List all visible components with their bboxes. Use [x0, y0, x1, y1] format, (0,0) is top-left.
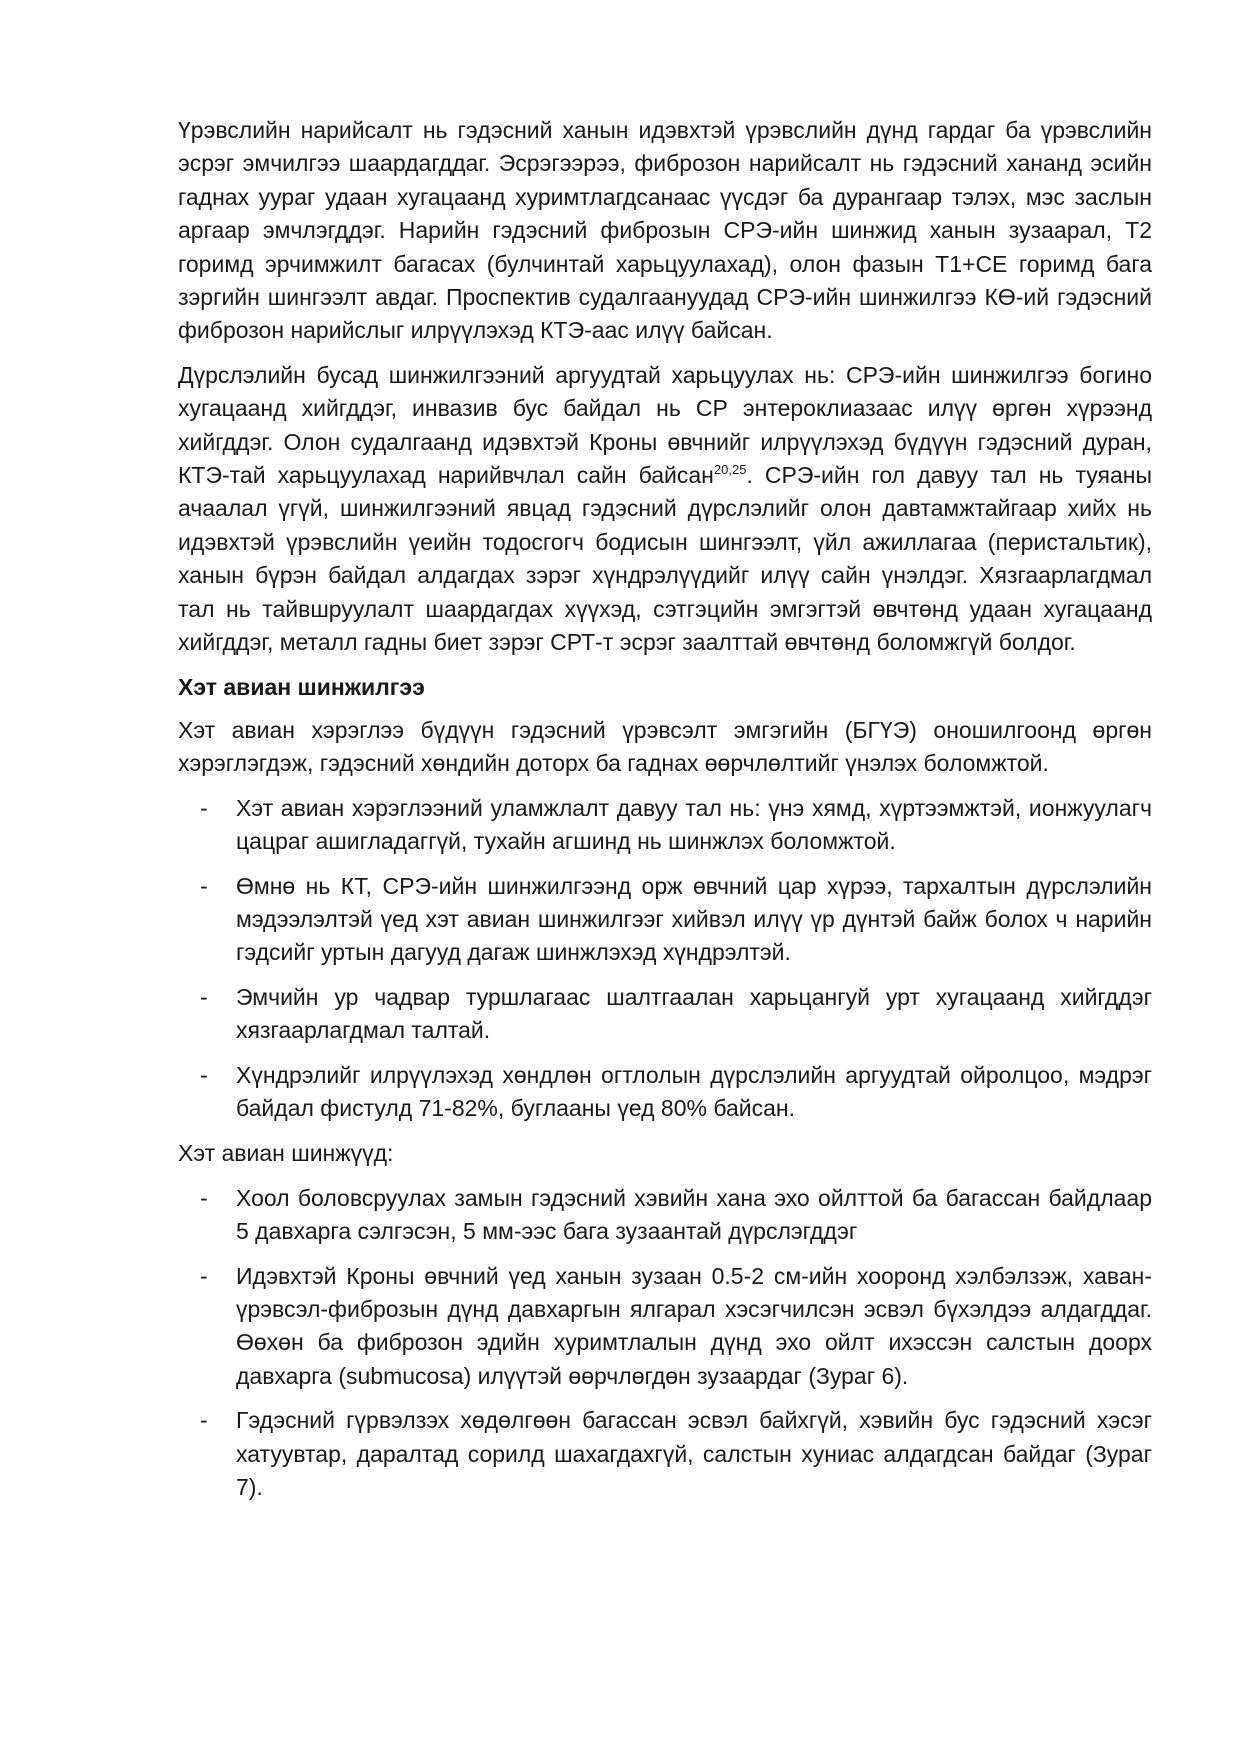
list-item-text: Идэвхтэй Кроны өвчний үед ханын зузаан 0.5-2 см-ийн хооронд хэлбэлзэж, хаван-үрэвсэл-фиброзын дүнд давхаргын ялгарал хэсэгчилсэн эсвэл бүхэлдээ алдагддаг. Өөхөн ба фиброзон эдийн хуримтлалын дүнд эхо ойлт ихэссэн салстын доорх давхарга (submucosa) илүүтэй өөрчлөгдөн зузаардаг (Зураг 6).: [236, 1262, 1152, 1389]
dash-marker: -: [200, 1184, 208, 1211]
paragraph-comparison-text-1: Дүрслэлийн бусад шинжилгээний аргуудтай харьцуулах нь: СРЭ-ийн шинжилгээ богино хугацаанд хийгддэг, инвазив бус байдал нь СР энтероклиазаас илүү өргөн хүрээнд хийгддэг. Олон судалгаанд идэвхтэй Кроны өвчнийг илрүүлэхэд бүдүүн гэдэсний дуран, КТЭ-тай харьцуулахад нарийвчлал сайн байсан: [178, 361, 1152, 489]
list-item: [178, 1260, 1152, 1394]
list-item-text: Хэт авиан хэрэглээний уламжлалт давуу тал нь: үнэ хямд, хүртээмжтэй, ионжуулагч цацраг ашигладаггүй, тухайн агшинд нь шинжлэх боломжтой.: [236, 794, 1152, 855]
bullet-list-signs: [178, 1182, 1152, 1505]
list-item-text: Эмчийн ур чадвар туршлагаас шалтгаалан харьцангуй урт хугацаанд хийгддэг хязгаарлагдмал талтай.: [236, 983, 1152, 1044]
list-item-text: Хоол боловсруулах замын гэдэсний хэвийн хана эхо ойлттой ба багассан байдлаар 5 давхарга сэлгэсэн, 5 мм-ээс бага зузаантай дүрслэгддэг: [236, 1184, 1152, 1245]
bullet-list-advantages: [178, 792, 1152, 1126]
list-item: [178, 1404, 1152, 1504]
subtitle-ultrasound-signs: Хэт авиан шинжүүд:: [178, 1140, 394, 1167]
list-item: [178, 981, 1152, 1048]
list-item: [178, 1059, 1152, 1126]
paragraph-comparison-text-2: . СРЭ-ийн гол давуу тал нь туяаны ачаалал үгүй, шинжилгээний явцад гэдэсний дүрслэлийг олон давтамжтайгаар хийх нь идэвхтэй үрэвслийн үеийн тодосгогч бодисын шингээлт, үйл ажиллагаа (перистальтик), ханын бүрэн байдал алдагдах зэрэг хүндрэлүүдийг илүү сайн үнэлдэг. Хязгаарлагдмал тал нь тайвшруулалт шаардагдах хүүхэд, сэтгэцийн эмгэгтэй өвчтөнд удаан хугацаанд хийгддэг, металл гадны биет зэрэг СРТ-т эсрэг заалттай өвчтөнд боломжгүй болдог.: [178, 462, 1152, 656]
dash-marker: -: [200, 872, 208, 899]
document-page: [178, 114, 1152, 1516]
dash-marker: -: [200, 1061, 208, 1088]
section-heading-ultrasound: Хэт авиан шинжилгээ: [178, 673, 425, 700]
paragraph-stricture: Үрэвслийн нарийсалт нь гэдэсний ханын идэвхтэй үрэвслийн дүнд гардаг ба үрэвслийн эсрэг эмчилгээ шаардагддаг. Эсрэгээрээ, фиброзон нарийсалт нь гэдэсний хананд эсийн гаднах уураг удаан хугацаанд хуримтлагдсанаас үүсдэг ба дурангаар тэлэх, мэс заслын аргаар эмчлэгддэг. Нарийн гэдэсний фиброзын СРЭ-ийн шинжид ханын зузаарал, T2 горимд эрчимжилт багасах (булчинтай харьцуулахад), олон фазын T1+CE горимд бага зэргийн шингээлт авдаг. Проспектив судалгаануудад СРЭ-ийн шинжилгээ КӨ-ий гэдэсний фиброзон нарийслыг илрүүлэхэд КТЭ-аас илүү байсан.: [178, 117, 1152, 344]
dash-marker: -: [200, 1262, 208, 1289]
list-item-text: Өмнө нь КТ, СРЭ-ийн шинжилгээнд орж өвчний цар хүрээ, тархалтын дүрслэлийн мэдээлэлтэй үед хэт авиан шинжилгээг хийвэл илүү үр дүнтэй байж болох ч нарийн гэдсийг уртын дагууд дагаж шинжлэхэд хүндрэлтэй.: [236, 872, 1152, 966]
list-item: [178, 870, 1152, 970]
dash-marker: -: [200, 794, 208, 821]
list-item: [178, 1182, 1152, 1249]
list-item-text: Гэдэсний гүрвэлзэх хөдөлгөөн багассан эсвэл байхгүй, хэвийн бус гэдэсний хэсэг хатуувтар, даралтад сорилд шахагдахгүй, салстын хуниас алдагдсан байдаг (Зураг 7).: [236, 1407, 1152, 1501]
dash-marker: -: [200, 983, 208, 1010]
list-item-text: Хүндрэлийг илрүүлэхэд хөндлөн огтлолын дүрслэлийн аргуудтай ойролцоо, мэдрэг байдал фистулд 71-82%, буглааны үед 80% байсан.: [236, 1061, 1152, 1121]
dash-marker: -: [200, 1407, 208, 1434]
paragraph-ultrasound-intro: Хэт авиан хэрэглээ бүдүүн гэдэсний үрэвсэлт эмгэгийн (БГҮЭ) оношилгоонд өргөн хэрэглэгдэж, гэдэсний хөндийн доторх ба гаднах өөрчлөлтийг үнэлэх боломжтой.: [178, 716, 1152, 777]
list-item: [178, 792, 1152, 859]
paragraph-comparison: [178, 359, 1152, 660]
citation-superscript: 20,25: [713, 462, 747, 478]
